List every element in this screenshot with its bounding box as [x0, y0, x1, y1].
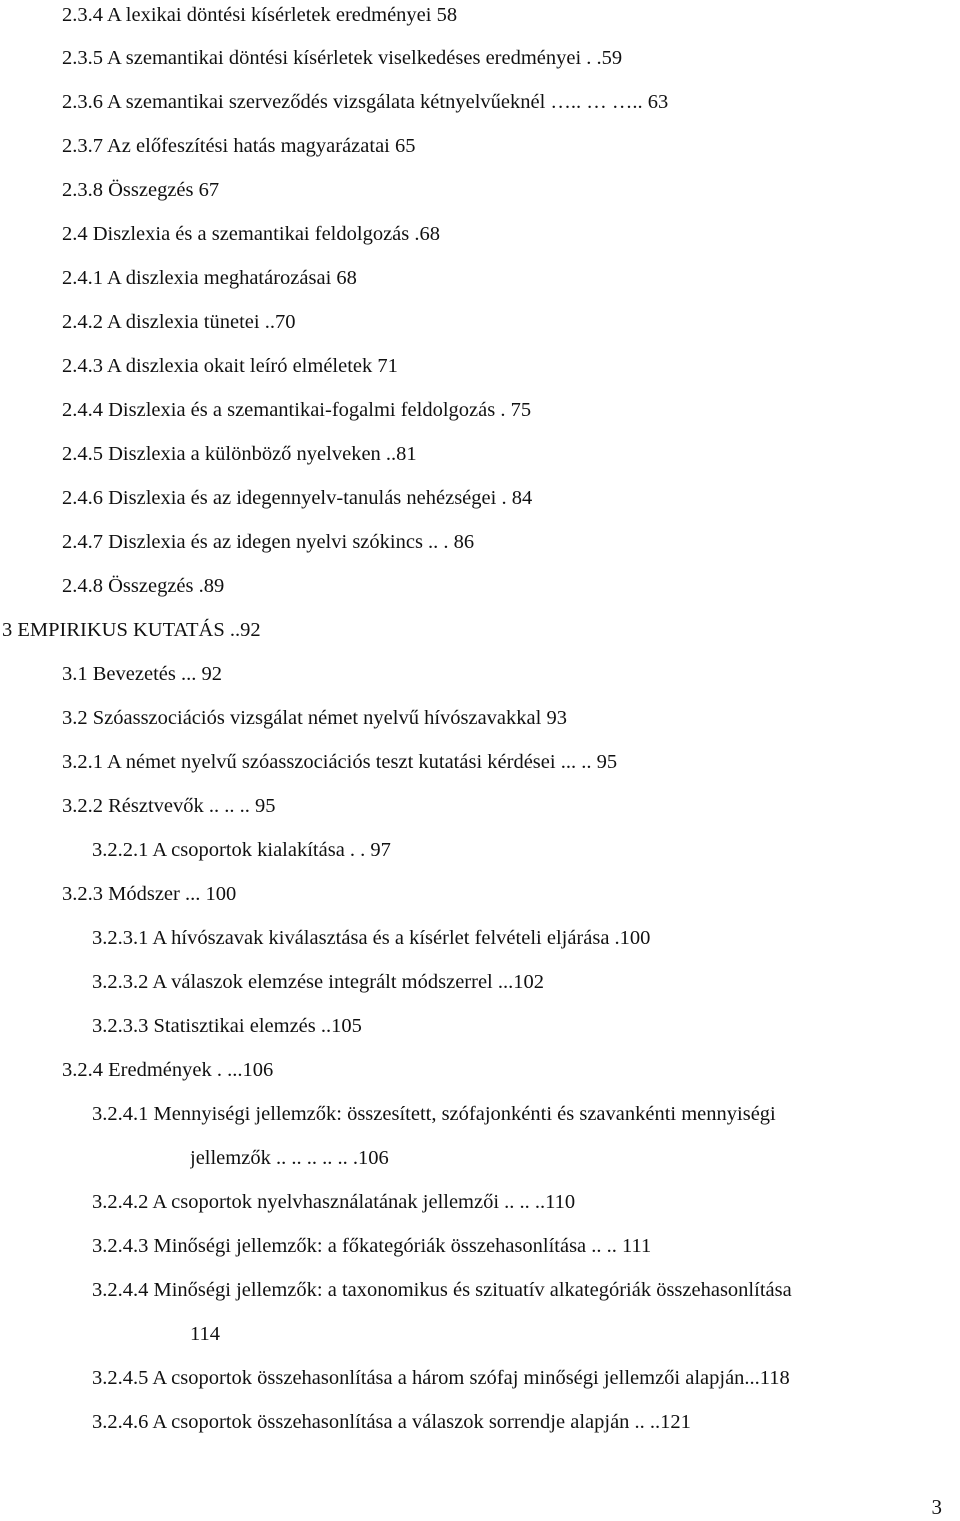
toc-entry[interactable]: 3.2.4.6 A csoportok összehasonlítása a válaszok sorrendje alapján .. ..121 — [92, 1411, 691, 1433]
toc-entry[interactable]: 3.2 Szóasszociációs vizsgálat német nyelvű hívószavakkal 93 — [62, 707, 567, 729]
toc-entry[interactable]: 2.4.5 Diszlexia a különböző nyelveken ..81 — [62, 443, 417, 465]
toc-entry[interactable]: 3.2.4.2 A csoportok nyelvhasználatának jellemzői .. .. ..110 — [92, 1191, 576, 1213]
toc-entry[interactable]: 3.2.2.1 A csoportok kialakítása . . 97 — [92, 839, 391, 861]
toc-entry[interactable]: 3.2.3.3 Statisztikai elemzés ..105 — [92, 1015, 362, 1037]
toc-entry[interactable]: 2.3.4 A lexikai döntési kísérletek eredményei 58 — [62, 4, 458, 26]
toc-entry[interactable]: 3.2.3.2 A válaszok elemzése integrált módszerrel ...102 — [92, 971, 545, 993]
toc-entry[interactable]: 3.2.3 Módszer ... 100 — [62, 883, 237, 905]
toc-entry[interactable]: 2.3.8 Összegzés 67 — [62, 179, 220, 201]
toc-entry[interactable]: 2.4.3 A diszlexia okait leíró elméletek 71 — [62, 355, 398, 377]
toc-entry[interactable]: 2.3.6 A szemantikai szerveződés vizsgálata kétnyelvűeknél ….. … ….. 63 — [62, 91, 669, 113]
toc-entry[interactable]: 3.2.2 Résztvevők .. .. .. 95 — [62, 795, 276, 817]
toc-entry[interactable]: 3.2.4.5 A csoportok összehasonlítása a három szófaj minőségi jellemzői alapján...118 — [92, 1367, 790, 1389]
toc-entry-continuation[interactable]: 114 — [190, 1323, 220, 1345]
toc-entry[interactable]: 3.2.4.1 Mennyiségi jellemzők: összesített, szófajonkénti és szavankénti mennyiségi — [92, 1103, 776, 1125]
toc-entry[interactable]: 2.4.4 Diszlexia és a szemantikai-fogalmi feldolgozás . 75 — [62, 399, 532, 421]
toc-entry-continuation[interactable]: jellemzők .. .. .. .. .. .106 — [190, 1147, 389, 1169]
toc-entry[interactable]: 2.4.6 Diszlexia és az idegennyelv-tanulás nehézségei . 84 — [62, 487, 533, 509]
toc-entry[interactable]: 3 EMPIRIKUS KUTATÁS ..92 — [2, 619, 261, 641]
toc-entry[interactable]: 3.1 Bevezetés ... 92 — [62, 663, 222, 685]
toc-entry[interactable]: 3.2.4.3 Minőségi jellemzők: a főkategóriák összehasonlítása .. .. 111 — [92, 1235, 652, 1257]
toc-entry[interactable]: 2.4.7 Diszlexia és az idegen nyelvi szókincs .. . 86 — [62, 531, 475, 553]
toc-entry[interactable]: 2.4 Diszlexia és a szemantikai feldolgozás .68 — [62, 223, 440, 245]
toc-entry[interactable]: 2.4.2 A diszlexia tünetei ..70 — [62, 311, 296, 333]
toc-entry[interactable]: 2.3.5 A szemantikai döntési kísérletek viselkedéses eredményei . .59 — [62, 47, 623, 69]
toc-entry[interactable]: 3.2.1 A német nyelvű szóasszociációs teszt kutatási kérdései ... .. 95 — [62, 751, 618, 773]
toc-entry[interactable]: 3.2.4.4 Minőségi jellemzők: a taxonomikus és szituatív alkategóriák összehasonlítása — [92, 1279, 792, 1301]
toc-entry[interactable]: 2.4.1 A diszlexia meghatározásai 68 — [62, 267, 357, 289]
toc-entry[interactable]: 2.4.8 Összegzés .89 — [62, 575, 225, 597]
toc-entry[interactable]: 3.2.3.1 A hívószavak kiválasztása és a kísérlet felvételi eljárása .100 — [92, 927, 651, 949]
page-number: 3 — [931, 1495, 942, 1519]
toc-entry[interactable]: 3.2.4 Eredmények . ...106 — [62, 1059, 274, 1081]
toc-entry[interactable]: 2.3.7 Az előfeszítési hatás magyarázatai 65 — [62, 135, 416, 157]
